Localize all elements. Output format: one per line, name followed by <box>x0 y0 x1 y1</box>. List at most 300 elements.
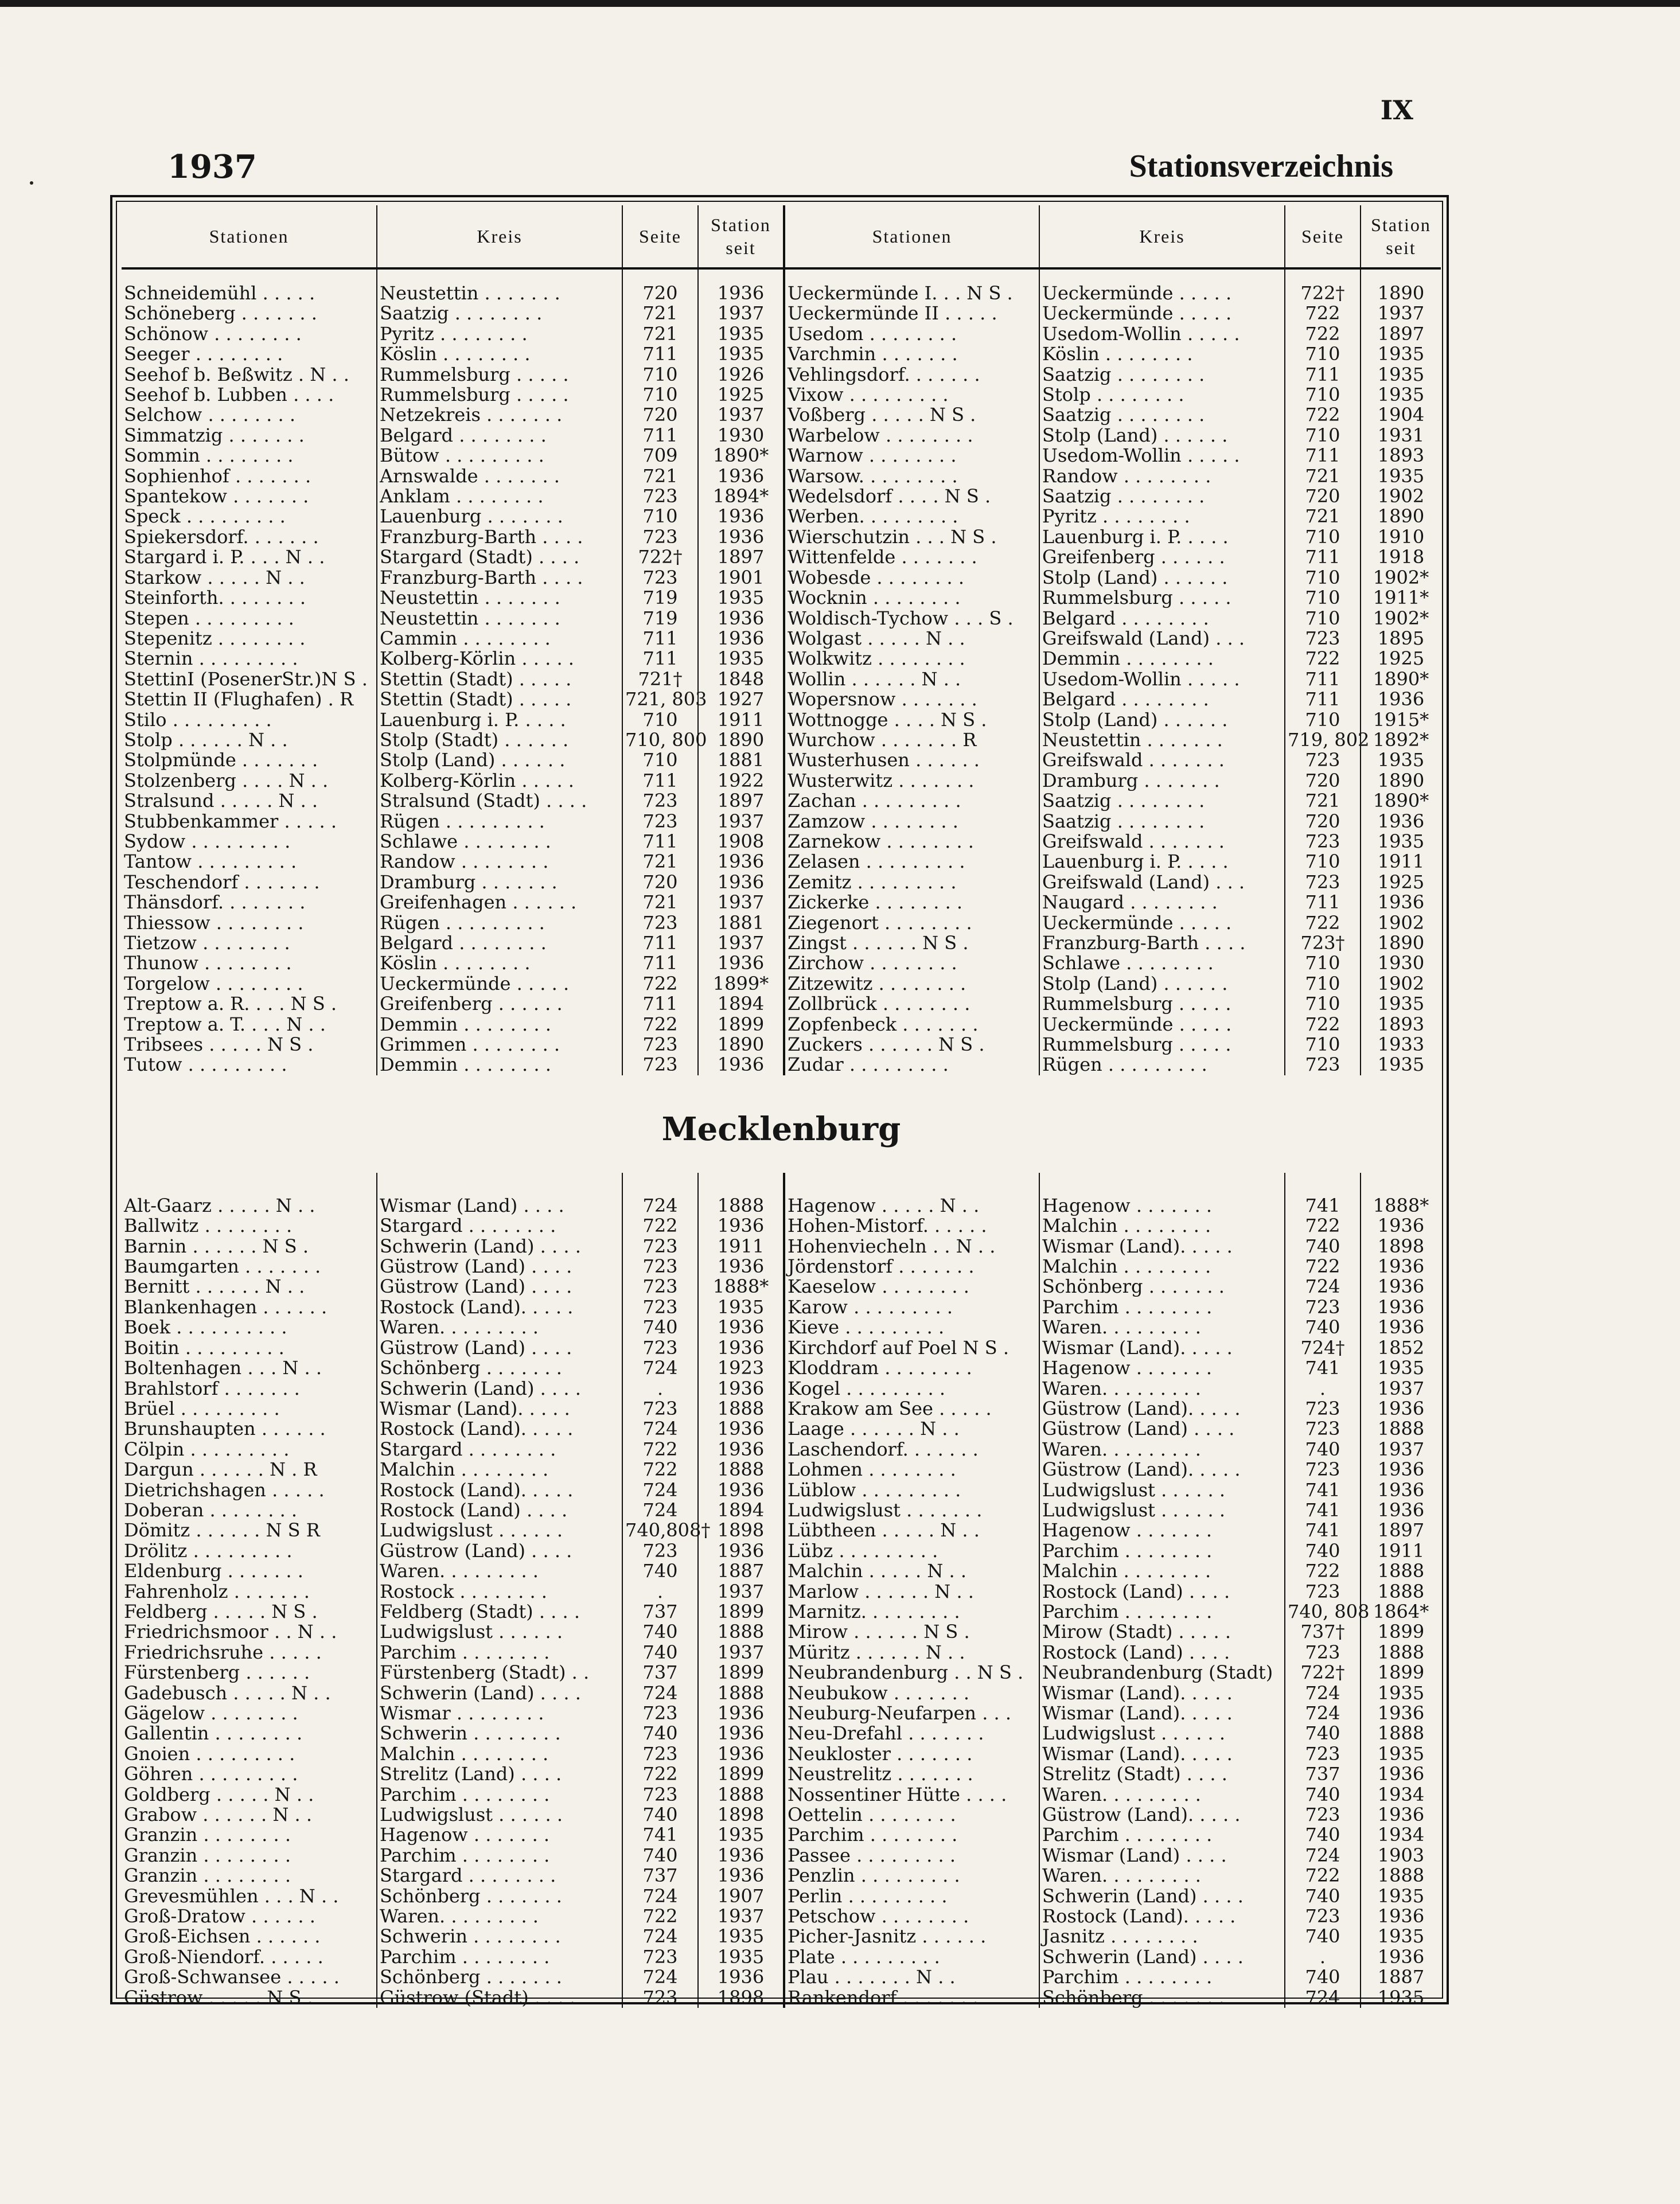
seite-left-cell: 721 <box>622 852 698 872</box>
seite-right-cell: 724 <box>1285 1683 1361 1703</box>
seite-right-cell: 722 <box>1285 303 1361 323</box>
station-left-cell: Schönow . . . . . . . . <box>122 324 377 344</box>
table-row <box>122 547 1441 567</box>
seite-left-cell: 720 <box>622 872 698 892</box>
kreis-left-cell: Parchim . . . . . . . . <box>377 1785 622 1805</box>
station-left-cell: Grevesmühlen . . . N . . <box>122 1886 377 1906</box>
seit-left-cell: 1936 <box>698 1541 784 1561</box>
kreis-left-cell: Stettin (Stadt) . . . . . <box>377 689 622 709</box>
table-row <box>122 1379 1441 1399</box>
seite-right-cell: 711 <box>1285 446 1361 466</box>
seit-left-cell: 1898 <box>698 1988 784 2008</box>
seite-left-cell: 711 <box>622 832 698 852</box>
kreis-right-cell: Wismar (Land) . . . . <box>1039 1846 1285 1866</box>
kreis-right-cell: Waren. . . . . . . . . <box>1039 1785 1285 1805</box>
col-kreis-right: Kreis <box>1039 205 1285 268</box>
kreis-left-cell: Rügen . . . . . . . . . <box>377 812 622 832</box>
scan-top-edge <box>0 0 1680 7</box>
station-right-cell: Voßberg . . . . . N S . <box>784 405 1039 425</box>
station-right-cell: Neubrandenburg . . N S . <box>784 1663 1039 1683</box>
seite-left-cell: 724 <box>622 1926 698 1946</box>
kreis-right-cell: Franzburg-Barth . . . . <box>1039 933 1285 953</box>
station-left-cell: Tietzow . . . . . . . . <box>122 933 377 953</box>
kreis-right-cell: Rostock (Land) . . . . <box>1039 1643 1285 1663</box>
station-right-cell: Jördenstorf . . . . . . . <box>784 1257 1039 1277</box>
seit-left-cell: 1936 <box>698 1723 784 1743</box>
seite-left-cell: 711 <box>622 426 698 446</box>
table-row <box>122 649 1441 669</box>
station-left-cell: Friedrichsruhe . . . . . <box>122 1643 377 1663</box>
kreis-left-cell: Rügen . . . . . . . . . <box>377 913 622 933</box>
seit-left-cell: 1937 <box>698 933 784 953</box>
table-row <box>122 872 1441 892</box>
seit-left-cell: 1922 <box>698 771 784 791</box>
seit-right-cell: 1911* <box>1361 588 1441 608</box>
kreis-right-cell: Parchim . . . . . . . . <box>1039 1541 1285 1561</box>
seite-right-cell: 724 <box>1285 1277 1361 1297</box>
seite-left-cell: 723 <box>622 486 698 506</box>
kreis-left-cell: Waren. . . . . . . . . <box>377 1561 622 1581</box>
station-left-cell: Fahrenholz . . . . . . . <box>122 1582 377 1602</box>
station-left-cell: Gägelow . . . . . . . . <box>122 1703 377 1723</box>
seite-right-cell: 722 <box>1285 649 1361 669</box>
seite-right-cell: 711 <box>1285 547 1361 567</box>
station-right-cell: Zemitz . . . . . . . . . <box>784 872 1039 892</box>
station-right-cell: Picher-Jasnitz . . . . . . <box>784 1926 1039 1946</box>
seite-right-cell: 741 <box>1285 1480 1361 1500</box>
seite-right-cell: 723 <box>1285 1419 1361 1439</box>
seite-right-cell: 724† <box>1285 1338 1361 1358</box>
station-left-cell: Tribsees . . . . . N S . <box>122 1035 377 1055</box>
kreis-right-cell: Wismar (Land). . . . . <box>1039 1703 1285 1723</box>
station-left-cell: Thänsdorf. . . . . . . . <box>122 892 377 912</box>
seite-right-cell: 722 <box>1285 1216 1361 1236</box>
kreis-right-cell: Köslin . . . . . . . . <box>1039 344 1285 364</box>
kreis-right-cell: Waren. . . . . . . . . <box>1039 1379 1285 1399</box>
seite-left-cell: 711 <box>622 649 698 669</box>
kreis-left-cell: Schwerin (Land) . . . . <box>377 1379 622 1399</box>
seite-right-cell: 711 <box>1285 669 1361 689</box>
table-row <box>122 933 1441 953</box>
kreis-right-cell: Ludwigslust . . . . . . <box>1039 1500 1285 1520</box>
seit-left-cell: 1935 <box>698 1297 784 1317</box>
seit-left-cell: 1911 <box>698 1236 784 1257</box>
seit-right-cell: 1902 <box>1361 486 1441 506</box>
station-right-cell: Wittenfelde . . . . . . . <box>784 547 1039 567</box>
station-right-cell: Neuburg-Neufarpen . . . <box>784 1703 1039 1723</box>
seit-left-cell: 1888 <box>698 1622 784 1642</box>
seit-left-cell: 1898 <box>698 1805 784 1825</box>
seit-right-cell: 1935 <box>1361 466 1441 486</box>
seite-left-cell: 721 <box>622 892 698 912</box>
table-row <box>122 1236 1441 1257</box>
seit-right-cell: 1936 <box>1361 1906 1441 1926</box>
seit-left-cell: 1935 <box>698 1825 784 1845</box>
seite-left-cell: . <box>622 1582 698 1602</box>
station-right-cell: Neubukow . . . . . . . <box>784 1683 1039 1703</box>
seite-right-cell: 723 <box>1285 629 1361 649</box>
seite-right-cell: 723 <box>1285 1055 1361 1075</box>
kreis-left-cell: Stolp (Stadt) . . . . . . <box>377 730 622 750</box>
table-row <box>122 283 1441 303</box>
seit-left-cell: 1936 <box>698 506 784 526</box>
seit-right-cell: 1936 <box>1361 1317 1441 1337</box>
kreis-right-cell: Stolp . . . . . . . . <box>1039 385 1285 405</box>
kreis-left-cell: Neustettin . . . . . . . <box>377 283 622 303</box>
seit-right-cell: 1899 <box>1361 1663 1441 1683</box>
seit-right-cell: 1910 <box>1361 527 1441 547</box>
station-right-cell: Plau . . . . . . . N . . <box>784 1967 1039 1987</box>
kreis-right-cell: Neustettin . . . . . . . <box>1039 730 1285 750</box>
kreis-left-cell: Franzburg-Barth . . . . <box>377 527 622 547</box>
kreis-left-cell: Stargard (Stadt) . . . . <box>377 547 622 567</box>
seite-right-cell: 723 <box>1285 1399 1361 1419</box>
table-row <box>122 588 1441 608</box>
table-row <box>122 1055 1441 1075</box>
seite-right-cell: 740 <box>1285 1926 1361 1946</box>
seit-right-cell: 1897 <box>1361 1520 1441 1540</box>
col-stationen-left: Stationen <box>122 205 377 268</box>
table-row <box>122 1440 1441 1460</box>
seit-right-cell: 1893 <box>1361 446 1441 466</box>
station-right-cell: Hohen-Mistorf. . . . . . <box>784 1216 1039 1236</box>
seit-right-cell: 1936 <box>1361 1399 1441 1419</box>
station-left-cell: Granzin . . . . . . . . <box>122 1846 377 1866</box>
seite-right-cell: 723 <box>1285 1906 1361 1926</box>
station-right-cell: Zingst . . . . . . N S . <box>784 933 1039 953</box>
kreis-left-cell: Malchin . . . . . . . . <box>377 1744 622 1764</box>
station-right-cell: Wurchow . . . . . . . R <box>784 730 1039 750</box>
kreis-right-cell: Ueckermünde . . . . . <box>1039 303 1285 323</box>
station-right-cell: Zachan . . . . . . . . . <box>784 791 1039 811</box>
kreis-right-cell: Strelitz (Stadt) . . . . <box>1039 1764 1285 1784</box>
kreis-left-cell: Strelitz (Land) . . . . <box>377 1764 622 1784</box>
seite-right-cell: 724 <box>1285 1988 1361 2008</box>
seit-left-cell: 1936 <box>698 1216 784 1236</box>
seit-left-cell: 1888* <box>698 1277 784 1297</box>
seit-left-cell: 1888 <box>698 1460 784 1480</box>
seite-right-cell: 710 <box>1285 527 1361 547</box>
table-row <box>122 892 1441 912</box>
table-row <box>122 303 1441 323</box>
table-row <box>122 994 1441 1014</box>
table-row <box>122 1967 1441 1987</box>
seite-left-cell: 710 <box>622 506 698 526</box>
station-left-cell: Goldberg . . . . . N . . <box>122 1785 377 1805</box>
seite-left-cell: 723 <box>622 1947 698 1967</box>
seite-left-cell: 723 <box>622 913 698 933</box>
seite-left-cell: 723 <box>622 568 698 588</box>
seit-right-cell: 1931 <box>1361 426 1441 446</box>
seit-right-cell: 1897 <box>1361 324 1441 344</box>
station-right-cell: Neustrelitz . . . . . . . <box>784 1764 1039 1784</box>
kreis-right-cell: Ludwigslust . . . . . . <box>1039 1723 1285 1743</box>
table-row <box>122 405 1441 425</box>
seit-left-cell: 1911 <box>698 710 784 730</box>
seite-left-cell: 719 <box>622 608 698 629</box>
seite-right-cell: 711 <box>1285 892 1361 912</box>
kreis-left-cell: Rostock (Land). . . . . <box>377 1419 622 1439</box>
kreis-right-cell: Greifswald (Land) . . . <box>1039 872 1285 892</box>
station-right-cell: Zamzow . . . . . . . . <box>784 812 1039 832</box>
station-left-cell: Brunshaupten . . . . . . <box>122 1419 377 1439</box>
seit-left-cell: 1936 <box>698 527 784 547</box>
station-left-cell: Gallentin . . . . . . . . <box>122 1723 377 1743</box>
station-left-cell: Sophienhof . . . . . . . <box>122 466 377 486</box>
kreis-left-cell: Kolberg-Körlin . . . . . <box>377 771 622 791</box>
seit-right-cell: 1864* <box>1361 1602 1441 1622</box>
table-row <box>122 1764 1441 1784</box>
kreis-left-cell: Waren. . . . . . . . . <box>377 1317 622 1337</box>
kreis-right-cell: Dramburg . . . . . . . <box>1039 771 1285 791</box>
seite-left-cell: 722 <box>622 1460 698 1480</box>
station-left-cell: Feldberg . . . . . N S . <box>122 1602 377 1622</box>
table-row <box>122 1399 1441 1419</box>
kreis-right-cell: Schwerin (Land) . . . . <box>1039 1947 1285 1967</box>
table-row <box>122 791 1441 811</box>
seit-right-cell: 1936 <box>1361 1460 1441 1480</box>
kreis-left-cell: Wismar (Land) . . . . <box>377 1196 622 1216</box>
kreis-right-cell: Ueckermünde . . . . . <box>1039 1015 1285 1035</box>
seit-right-cell: 1902 <box>1361 974 1441 994</box>
station-left-cell: Grabow . . . . . . N . . <box>122 1805 377 1825</box>
kreis-left-cell: Stargard . . . . . . . . <box>377 1866 622 1886</box>
station-left-cell: Spiekersdorf. . . . . . . <box>122 527 377 547</box>
kreis-left-cell: Franzburg-Barth . . . . <box>377 568 622 588</box>
station-right-cell: Vehlingsdorf. . . . . . . <box>784 365 1039 385</box>
seit-right-cell: 1888 <box>1361 1866 1441 1886</box>
station-right-cell: Zopfenbeck . . . . . . . <box>784 1015 1039 1035</box>
seit-left-cell: 1888 <box>698 1785 784 1805</box>
kreis-right-cell: Wismar (Land). . . . . <box>1039 1744 1285 1764</box>
seite-left-cell: 724 <box>622 1500 698 1520</box>
table-row <box>122 1216 1441 1236</box>
station-left-cell: Stolpmünde . . . . . . . <box>122 750 377 770</box>
seit-left-cell: 1930 <box>698 426 784 446</box>
seite-left-cell: 722 <box>622 1906 698 1926</box>
kreis-left-cell: Belgard . . . . . . . . <box>377 426 622 446</box>
kreis-right-cell: Saatzig . . . . . . . . <box>1039 405 1285 425</box>
seite-left-cell: 724 <box>622 1683 698 1703</box>
kreis-right-cell: Hagenow . . . . . . . <box>1039 1520 1285 1540</box>
seit-left-cell: 1936 <box>698 1480 784 1500</box>
seite-left-cell: 711 <box>622 771 698 791</box>
kreis-right-cell: Schönberg . . . . . . . <box>1039 1277 1285 1297</box>
seite-left-cell: 723 <box>622 1277 698 1297</box>
kreis-right-cell: Waren. . . . . . . . . <box>1039 1866 1285 1886</box>
seite-right-cell: 740 <box>1285 1967 1361 1987</box>
seit-left-cell: 1935 <box>698 344 784 364</box>
seite-left-cell: 710 <box>622 750 698 770</box>
kreis-right-cell: Demmin . . . . . . . . <box>1039 649 1285 669</box>
seite-right-cell: 723 <box>1285 1744 1361 1764</box>
seit-right-cell: 1936 <box>1361 689 1441 709</box>
station-left-cell: Seehof b. Beßwitz . N . . <box>122 365 377 385</box>
seit-right-cell: 1888* <box>1361 1196 1441 1216</box>
seit-right-cell: 1937 <box>1361 303 1441 323</box>
station-right-cell: Penzlin . . . . . . . . . <box>784 1866 1039 1886</box>
seite-right-cell: 723 <box>1285 750 1361 770</box>
seit-left-cell: 1936 <box>698 872 784 892</box>
kreis-right-cell: Güstrow (Land). . . . . <box>1039 1399 1285 1419</box>
station-right-cell: Plate . . . . . . . . . <box>784 1947 1039 1967</box>
kreis-left-cell: Lauenburg i. P. . . . . <box>377 710 622 730</box>
seit-left-cell: 1925 <box>698 385 784 405</box>
station-right-cell: Zelasen . . . . . . . . . <box>784 852 1039 872</box>
kreis-right-cell: Lauenburg i. P. . . . . <box>1039 852 1285 872</box>
station-right-cell: Malchin . . . . . N . . <box>784 1561 1039 1581</box>
seite-right-cell: 740 <box>1285 1541 1361 1561</box>
table-row <box>122 506 1441 526</box>
station-right-cell: Zarnekow . . . . . . . . <box>784 832 1039 852</box>
kreis-left-cell: Ludwigslust . . . . . . <box>377 1622 622 1642</box>
seite-right-cell: 722 <box>1285 913 1361 933</box>
table-row <box>122 1317 1441 1337</box>
seite-left-cell: 737 <box>622 1663 698 1683</box>
seit-right-cell: 1933 <box>1361 1035 1441 1055</box>
seit-right-cell: 1918 <box>1361 547 1441 567</box>
seite-right-cell: 710 <box>1285 994 1361 1014</box>
seite-left-cell: 722 <box>622 1440 698 1460</box>
table-row <box>122 730 1441 750</box>
station-right-cell: Zudar . . . . . . . . . <box>784 1055 1039 1075</box>
station-right-cell: Kirchdorf auf Poel N S . <box>784 1338 1039 1358</box>
station-right-cell: Varchmin . . . . . . . <box>784 344 1039 364</box>
kreis-left-cell: Randow . . . . . . . . <box>377 852 622 872</box>
seit-right-cell: 1890* <box>1361 791 1441 811</box>
seit-right-cell: 1904 <box>1361 405 1441 425</box>
kreis-right-cell: Schwerin (Land) . . . . <box>1039 1886 1285 1906</box>
table-row <box>122 689 1441 709</box>
table-row <box>122 812 1441 832</box>
table-row <box>122 974 1441 994</box>
station-right-cell: Wedelsdorf . . . . N S . <box>784 486 1039 506</box>
station-right-cell: Zollbrück . . . . . . . . <box>784 994 1039 1014</box>
register-frame <box>110 195 1449 2008</box>
seite-left-cell: 711 <box>622 953 698 973</box>
station-right-cell: Petschow . . . . . . . . <box>784 1906 1039 1926</box>
kreis-left-cell: Stettin (Stadt) . . . . . <box>377 669 622 689</box>
kreis-right-cell: Schönberg . . . . . . . <box>1039 1988 1285 2008</box>
seite-right-cell: 741 <box>1285 1358 1361 1378</box>
table-row <box>122 710 1441 730</box>
station-left-cell: Stilo . . . . . . . . . <box>122 710 377 730</box>
seit-left-cell: 1936 <box>698 466 784 486</box>
kreis-left-cell: Parchim . . . . . . . . <box>377 1846 622 1866</box>
kreis-right-cell: Güstrow (Land). . . . . <box>1039 1460 1285 1480</box>
kreis-left-cell: Stolp (Land) . . . . . . <box>377 750 622 770</box>
seit-left-cell: 1897 <box>698 547 784 567</box>
table-row <box>122 1886 1441 1906</box>
seit-right-cell: 1935 <box>1361 1744 1441 1764</box>
seite-right-cell: 722 <box>1285 1561 1361 1581</box>
table-row <box>122 1196 1441 1216</box>
seite-left-cell: 723 <box>622 1338 698 1358</box>
station-left-cell: Cölpin . . . . . . . . . <box>122 1440 377 1460</box>
station-left-cell: Güstrow . . . . . N S . <box>122 1988 377 2008</box>
station-left-cell: Dömitz . . . . . . N S R <box>122 1520 377 1540</box>
table-row <box>122 568 1441 588</box>
station-left-cell: Stargard i. P. . . . N . . <box>122 547 377 567</box>
seite-right-cell: 720 <box>1285 812 1361 832</box>
kreis-right-cell: Randow . . . . . . . . <box>1039 466 1285 486</box>
kreis-left-cell: Güstrow (Land) . . . . <box>377 1338 622 1358</box>
kreis-right-cell: Greifswald (Land) . . . <box>1039 629 1285 649</box>
table-row <box>122 1460 1441 1480</box>
seite-right-cell: 711 <box>1285 689 1361 709</box>
kreis-right-cell: Lauenburg i. P. . . . . <box>1039 527 1285 547</box>
kreis-left-cell: Anklam . . . . . . . . <box>377 486 622 506</box>
seit-left-cell: 1935 <box>698 1947 784 1967</box>
seite-left-cell: 711 <box>622 933 698 953</box>
table-row <box>122 344 1441 364</box>
station-right-cell: Zickerke . . . . . . . . <box>784 892 1039 912</box>
seite-left-cell: 723 <box>622 1744 698 1764</box>
seite-right-cell: 723 <box>1285 1582 1361 1602</box>
seit-right-cell: 1925 <box>1361 872 1441 892</box>
seite-left-cell: 740 <box>622 1561 698 1581</box>
table-row <box>122 385 1441 405</box>
station-right-cell: Ludwigslust . . . . . . . <box>784 1500 1039 1520</box>
table-row <box>122 852 1441 872</box>
station-right-cell: Wolkwitz . . . . . . . . <box>784 649 1039 669</box>
seite-right-cell: 720 <box>1285 771 1361 791</box>
kreis-left-cell: Fürstenberg (Stadt) . . <box>377 1663 622 1683</box>
kreis-left-cell: Dramburg . . . . . . . <box>377 872 622 892</box>
table-row <box>122 1825 1441 1845</box>
seite-right-cell: 711 <box>1285 365 1361 385</box>
station-right-cell: Hohenviecheln . . N . . <box>784 1236 1039 1257</box>
kreis-left-cell: Belgard . . . . . . . . <box>377 933 622 953</box>
seite-left-cell: 740 <box>622 1846 698 1866</box>
seite-right-cell: 741 <box>1285 1196 1361 1216</box>
seite-left-cell: 723 <box>622 1399 698 1419</box>
station-left-cell: Alt-Gaarz . . . . . N . . <box>122 1196 377 1216</box>
seit-right-cell: 1936 <box>1361 1277 1441 1297</box>
station-left-cell: Seehof b. Lubben . . . . <box>122 385 377 405</box>
seit-right-cell: 1888 <box>1361 1419 1441 1439</box>
station-left-cell: Steinforth. . . . . . . . <box>122 588 377 608</box>
table-row <box>122 669 1441 689</box>
table-row <box>122 1846 1441 1866</box>
kreis-right-cell: Wismar (Land). . . . . <box>1039 1236 1285 1257</box>
kreis-right-cell: Wismar (Land). . . . . <box>1039 1683 1285 1703</box>
table-row <box>122 1785 1441 1805</box>
kreis-left-cell: Güstrow (Stadt) . . . . <box>377 1988 622 2008</box>
station-left-cell: Groß-Eichsen . . . . . . <box>122 1926 377 1946</box>
seite-right-cell: 723 <box>1285 1460 1361 1480</box>
kreis-right-cell: Stolp (Land) . . . . . . <box>1039 710 1285 730</box>
table-row <box>122 1602 1441 1622</box>
kreis-right-cell: Ueckermünde . . . . . <box>1039 283 1285 303</box>
kreis-left-cell: Schwerin (Land) . . . . <box>377 1683 622 1703</box>
table-row <box>122 1541 1441 1561</box>
kreis-right-cell: Malchin . . . . . . . . <box>1039 1561 1285 1581</box>
kreis-left-cell: Schwerin . . . . . . . . <box>377 1926 622 1946</box>
seit-right-cell: 1936 <box>1361 1947 1441 1967</box>
table-row <box>122 365 1441 385</box>
kreis-left-cell: Güstrow (Land) . . . . <box>377 1257 622 1277</box>
table-row <box>122 1561 1441 1581</box>
kreis-left-cell: Schönberg . . . . . . . <box>377 1967 622 1987</box>
seite-left-cell: 724 <box>622 1886 698 1906</box>
col-seit-left: Station seit <box>698 205 784 268</box>
seit-right-cell: 1902* <box>1361 568 1441 588</box>
kreis-right-cell: Saatzig . . . . . . . . <box>1039 812 1285 832</box>
table-row <box>122 1035 1441 1055</box>
seit-right-cell: 1934 <box>1361 1785 1441 1805</box>
station-right-cell: Wusterwitz . . . . . . . <box>784 771 1039 791</box>
